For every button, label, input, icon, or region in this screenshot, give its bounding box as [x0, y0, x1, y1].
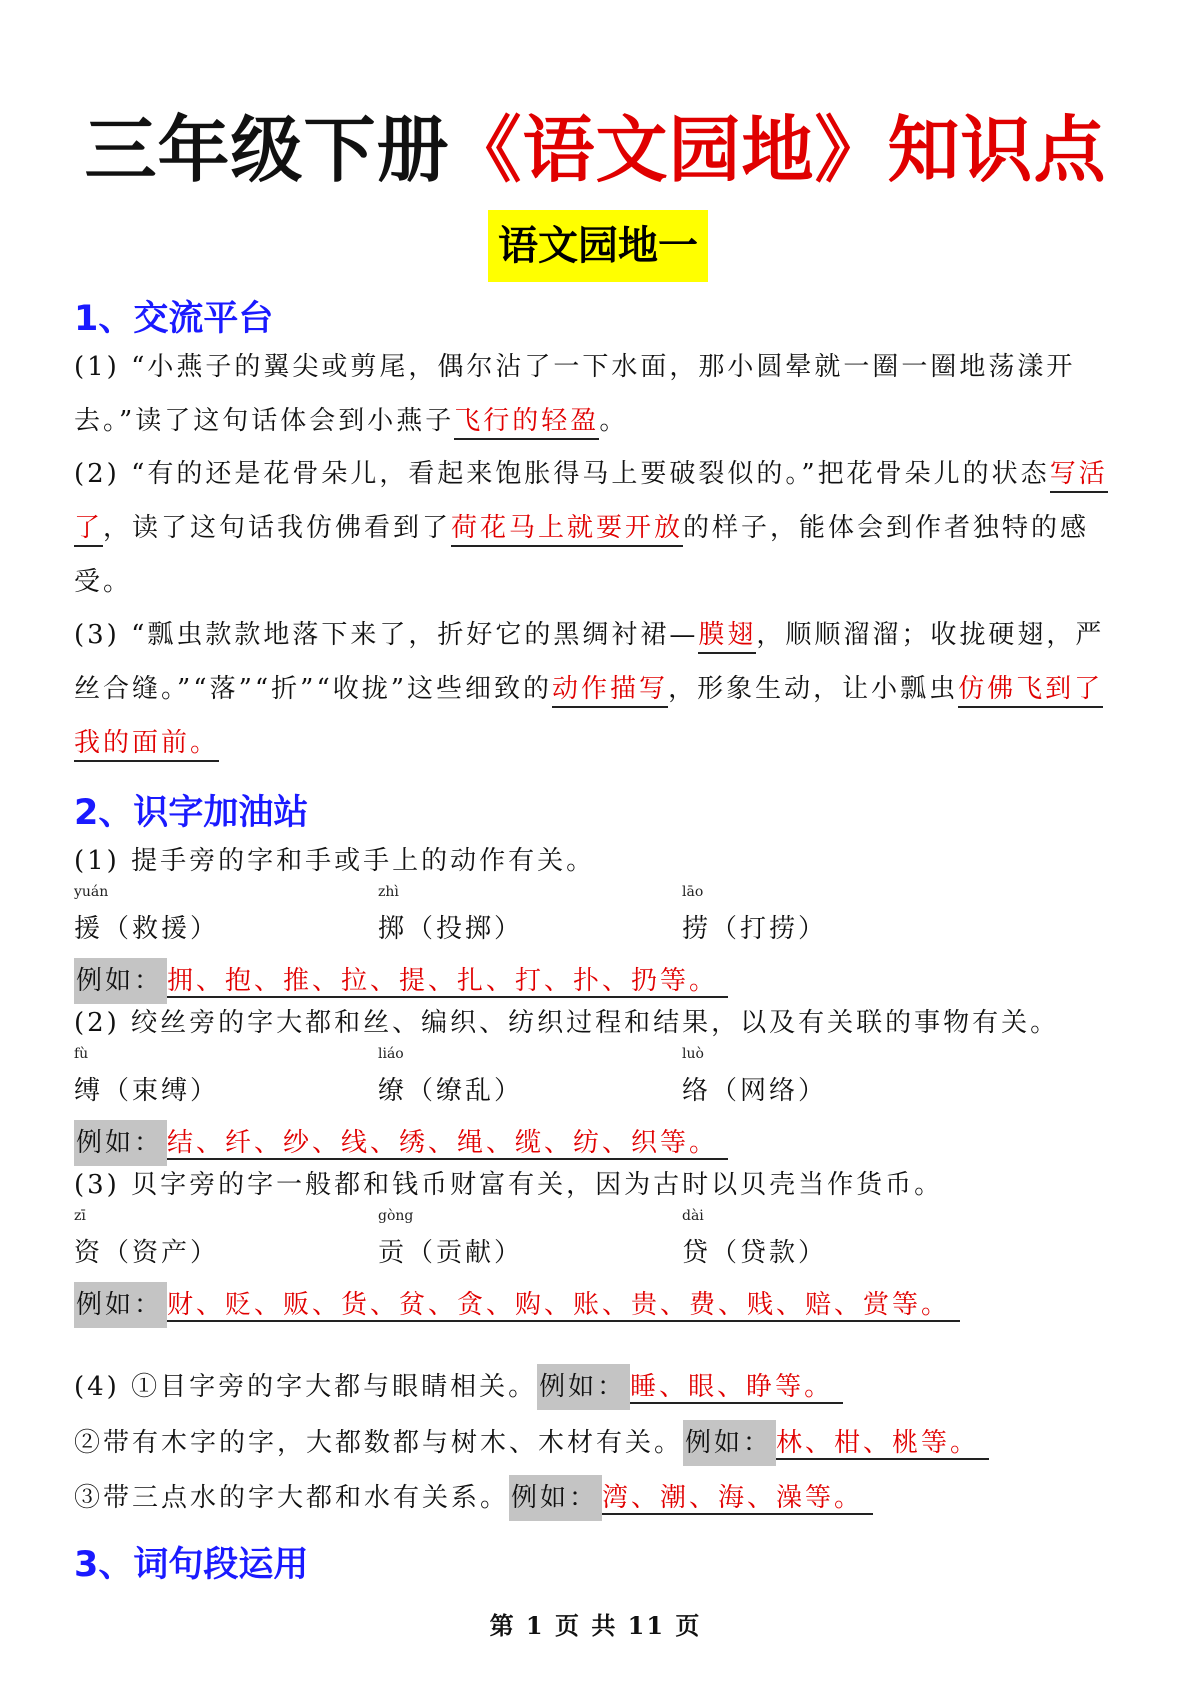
- example-answer: 林、柑、桃等。: [776, 1428, 989, 1460]
- title-grade: 三年级下册: [84, 108, 450, 192]
- answer-highlight: 仿佛飞到了我的面前。: [74, 674, 1103, 762]
- radical-line: [74, 1364, 843, 1410]
- character: 捞: [682, 914, 712, 944]
- radical-text: (4) ①目字旁的字大都与眼睛相关。: [74, 1372, 538, 1402]
- literacy-intro: (1) 提手旁的字和手或手上的动作有关。: [74, 846, 596, 876]
- character-entry: [378, 1208, 524, 1269]
- example-answer: 拥、抱、推、拉、提、扎、打、扑、扔等。: [167, 966, 728, 998]
- literacy-intro: (3) 贝字旁的字一般都和钱币财富有关，因为古时以贝壳当作货币。: [74, 1170, 944, 1200]
- exchange-item-3: [74, 608, 1124, 770]
- character: 贡: [378, 1238, 408, 1268]
- example-word: （网络）: [711, 1076, 828, 1106]
- radical-line: [74, 1475, 873, 1521]
- text-segment: ，读了这句话我仿佛看到了: [103, 513, 452, 543]
- example-answer: 财、贬、贩、货、贫、贪、购、账、贵、费、贱、赔、赏等。: [167, 1290, 960, 1322]
- example-answer: 湾、潮、海、澡等。: [602, 1483, 873, 1515]
- pinyin: zī: [74, 1208, 86, 1224]
- pinyin: gòng: [378, 1208, 414, 1224]
- pinyin: zhì: [378, 884, 399, 900]
- character-entry: [74, 1208, 220, 1269]
- example-label: 例如：: [683, 1420, 776, 1466]
- section-heading-exchange: 1、交流平台: [74, 299, 274, 339]
- example-label: 例如：: [509, 1475, 602, 1521]
- answer-highlight: 荷花马上就要开放: [451, 513, 683, 547]
- text-segment: ，形象生动，让小瓢虫: [668, 674, 959, 704]
- example-word: （贷款）: [711, 1238, 828, 1268]
- character-entry: [378, 1046, 524, 1107]
- example-label: 例如：: [74, 1282, 167, 1328]
- example-word: （投掷）: [407, 914, 524, 944]
- text-segment: (3) “瓢虫款款地落下来了，折好它的黑绸衬裙—: [74, 620, 699, 650]
- radical-text: ②带有木字的字，大都数都与树木、木材有关。: [74, 1428, 684, 1458]
- character: 络: [682, 1076, 712, 1106]
- example-word: （缭乱）: [407, 1076, 524, 1106]
- example-label: 例如：: [537, 1364, 630, 1410]
- character: 缚: [74, 1076, 104, 1106]
- example-label: 例如：: [74, 958, 167, 1004]
- character: 资: [74, 1238, 104, 1268]
- pinyin: dài: [682, 1208, 704, 1224]
- section-heading-literacy: 2、识字加油站: [74, 793, 309, 833]
- example-line: [74, 1282, 960, 1328]
- exchange-item-1: [74, 340, 1124, 448]
- example-answer: 结、纤、纱、线、绣、绳、缆、纺、织等。: [167, 1128, 728, 1160]
- section-heading-usage: 3、词句段运用: [74, 1545, 309, 1585]
- literacy-intro: (2) 绞丝旁的字大都和丝、编织、纺织过程和结果，以及有关联的事物有关。: [74, 1008, 1060, 1038]
- page-title: [0, 100, 1191, 200]
- pinyin: luò: [682, 1046, 704, 1062]
- text-segment: 的样子，能体会到作者独特的感受。: [74, 513, 1090, 597]
- exchange-item-2: [74, 447, 1124, 609]
- radical-text: ③带三点水的字大都和水有关系。: [74, 1483, 510, 1513]
- character-entry: [682, 884, 828, 945]
- character-entry: [378, 884, 524, 945]
- example-word: （束缚）: [103, 1076, 220, 1106]
- character: 援: [74, 914, 104, 944]
- text-segment: (1) “小燕子的翼尖或剪尾，偶尔沾了一下水面，那小圆晕就一圈一圈地荡漾开去。”读了这句话体会到小燕子: [74, 352, 1076, 436]
- character: 掷: [378, 914, 408, 944]
- answer-highlight: 写活了: [74, 459, 1108, 547]
- unit-badge: 语文园地一: [488, 210, 708, 282]
- character-entry: [74, 884, 220, 945]
- example-label: 例如：: [74, 1120, 167, 1166]
- example-answer: 睡、眼、睁等。: [630, 1372, 843, 1404]
- text-segment: 。: [599, 406, 629, 436]
- example-word: （贡献）: [407, 1238, 524, 1268]
- answer-highlight: 动作描写: [552, 674, 668, 708]
- pinyin: liáo: [378, 1046, 404, 1062]
- pinyin: fù: [74, 1046, 89, 1062]
- title-topic: 《语文园地》知识点: [449, 108, 1107, 192]
- answer-highlight: 飞行的轻盈: [454, 406, 599, 440]
- example-word: （救援）: [103, 914, 220, 944]
- character-entry: [74, 1046, 220, 1107]
- example-word: （打捞）: [711, 914, 828, 944]
- character: 缭: [378, 1076, 408, 1106]
- pinyin: lāo: [682, 884, 704, 900]
- character-entry: [682, 1046, 828, 1107]
- page-number: 第 1 页 共 11 页: [489, 1611, 702, 1640]
- character-entry: [682, 1208, 828, 1269]
- pinyin: yuán: [74, 884, 109, 900]
- character: 贷: [682, 1238, 712, 1268]
- text-segment: (2) “有的还是花骨朵儿，看起来饱胀得马上要破裂似的。”把花骨朵儿的状态: [74, 459, 1050, 489]
- radical-line: [74, 1420, 989, 1466]
- text-segment: ，顺顺溜溜；收拢硬翅，严丝合缝。”“落”“折”“收拢”这些细致的: [74, 620, 1105, 704]
- answer-highlight: 膜翅: [698, 620, 756, 654]
- example-word: （资产）: [103, 1238, 220, 1268]
